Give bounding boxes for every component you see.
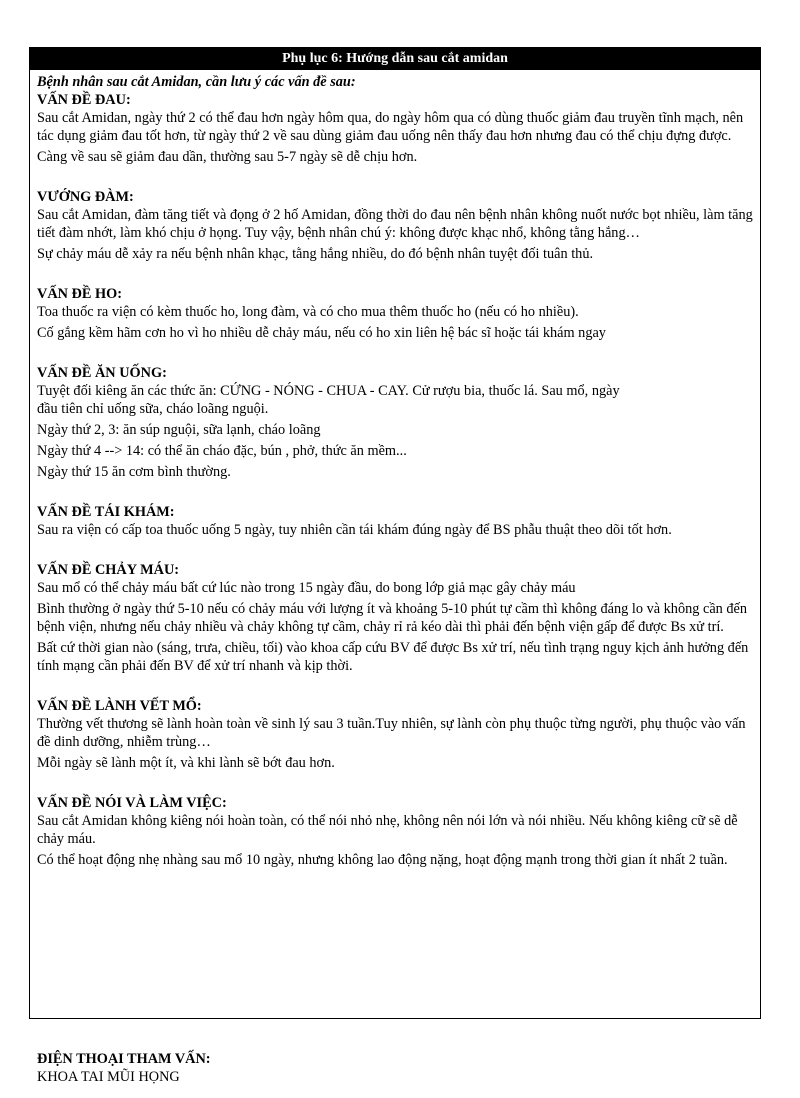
section-paragraph: Càng về sau sẽ giảm đau dần, thường sau 5-7 ngày sẽ dễ chịu hơn. [37,149,418,165]
section-heading: VƯỚNG ĐÀM: [37,189,134,205]
intro-text: Bệnh nhân sau cắt Amidan, cần lưu ý các vấn đề sau: [37,74,356,90]
section-paragraph: Sau cắt Amidan, đàm tăng tiết và đọng ở 2 hố Amidan, đồng thời do đau nên bệnh nhân không nuốt nước bọt nhiều, làm tăng tiết đàm nhớt, làm khó chịu ở họng. Tuy vậy, bệnh nhân chú ý: không được khạc nhổ, không tằng hắng… [37,207,753,241]
section-paragraph: Toa thuốc ra viện có kèm thuốc ho, long đàm, và có cho mua thêm thuốc ho (nếu có ho nhiều). [37,304,579,320]
section-pain [37,91,755,166]
consultation-contact [37,1050,755,1086]
section-paragraph: Thường vết thương sẽ lành hoàn toàn về sinh lý sau 3 tuần.Tuy nhiên, sự lành còn phụ thuộc từng người, phụ thuộc vào vấn đề dinh dưỡng, nhiễm trùng… [37,716,746,750]
section-paragraph: Sau cắt Amidan không kiêng nói hoàn toàn, có thể nói nhỏ nhẹ, không nên nói lớn và nói nhiều. Nếu không kiêng cữ sẽ dễ chảy máu. [37,813,738,847]
section-cough [37,285,755,342]
section-diet [37,364,755,481]
contact-heading: ĐIỆN THOẠI THAM VẤN: [37,1051,211,1067]
section-wound-healing [37,697,755,772]
section-heading: VẤN ĐỀ TÁI KHÁM: [37,504,175,520]
section-heading: VẤN ĐỀ HO: [37,286,122,302]
document-body [37,73,755,891]
section-paragraph: Bình thường ở ngày thứ 5-10 nếu có chảy máu với lượng ít và khoảng 5-10 phút tự cầm thì không đáng lo và không cần đến bệnh viện, nhưng nếu chảy nhiều và chảy không tự cầm, chảy rỉ rả kéo dài thì phải đến bệnh viện gấp để được Bs xử trí. [37,601,748,635]
section-heading: VẤN ĐỀ NÓI VÀ LÀM VIỆC: [37,795,227,811]
section-paragraph: Sau cắt Amidan, ngày thứ 2 có thể đau hơn ngày hôm qua, do ngày hôm qua có dùng thuốc giảm đau truyền tĩnh mạch, nên tác dụng giảm đau tốt hơn, từ ngày thứ 2 về sau dùng giảm đau uống nên thấy đau hơn nhưng đau có thể chịu đựng được. [37,110,744,144]
section-heading: VẤN ĐỀ CHẢY MÁU: [37,562,180,578]
section-bleeding [37,561,755,675]
section-paragraph: Ngày thứ 2, 3: ăn súp nguội, sữa lạnh, cháo loãng [37,422,321,438]
section-heading: VẤN ĐỀ LÀNH VẾT MỔ: [37,698,202,714]
section-heading: VẤN ĐỀ ĐAU: [37,92,131,108]
section-paragraph: Cố gắng kềm hãm cơn ho vì ho nhiều dễ chảy máu, nếu có ho xin liên hệ bác sĩ hoặc tái khám ngay [37,325,606,341]
section-paragraph: Có thể hoạt động nhẹ nhàng sau mổ 10 ngày, nhưng không lao động nặng, hoạt động mạnh trong thời gian ít nhất 2 tuần. [37,852,728,868]
section-paragraph: Tuyệt đối kiêng ăn các thức ăn: CỨNG - NÓNG - CHUA - CAY. Cử rượu bia, thuốc lá. Sau mổ, ngày đầu tiên chỉ uống sữa, cháo loãng nguội. [37,383,620,417]
contact-department: KHOA TAI MŨI HỌNG [37,1069,180,1085]
section-paragraph: Mỗi ngày sẽ lành một ít, và khi lành sẽ bớt đau hơn. [37,755,335,771]
section-speaking-working [37,794,755,869]
section-paragraph: Sự chảy máu dễ xảy ra nếu bệnh nhân khạc, tằng hắng nhiều, do đó bệnh nhân tuyệt đối tuân thủ. [37,246,594,262]
section-paragraph: Sau mổ có thể chảy máu bất cứ lúc nào trong 15 ngày đầu, do bong lớp giả mạc gây chảy máu [37,580,576,596]
section-paragraph: Bất cứ thời gian nào (sáng, trưa, chiều, tối) vào khoa cấp cứu BV để được Bs xử trí, nếu tình trạng nguy kịch ảnh hưởng đến tính mạng cần phải đến BV để xử trí nhanh và kịp thời. [37,640,749,674]
section-phlegm [37,188,755,263]
section-paragraph: Sau ra viện có cấp toa thuốc uống 5 ngày, tuy nhiên cần tái khám đúng ngày để BS phẫu thuật theo dõi tốt hơn. [37,522,672,538]
page-title: Phụ lục 6: Hướng dẫn sau cắt amidan [30,48,760,70]
section-follow-up [37,503,755,539]
section-heading: VẤN ĐỀ ĂN UỐNG: [37,365,167,381]
section-paragraph: Ngày thứ 15 ăn cơm bình thường. [37,464,231,480]
section-paragraph: Ngày thứ 4 --> 14: có thể ăn cháo đặc, bún , phở, thức ăn mềm... [37,443,407,459]
